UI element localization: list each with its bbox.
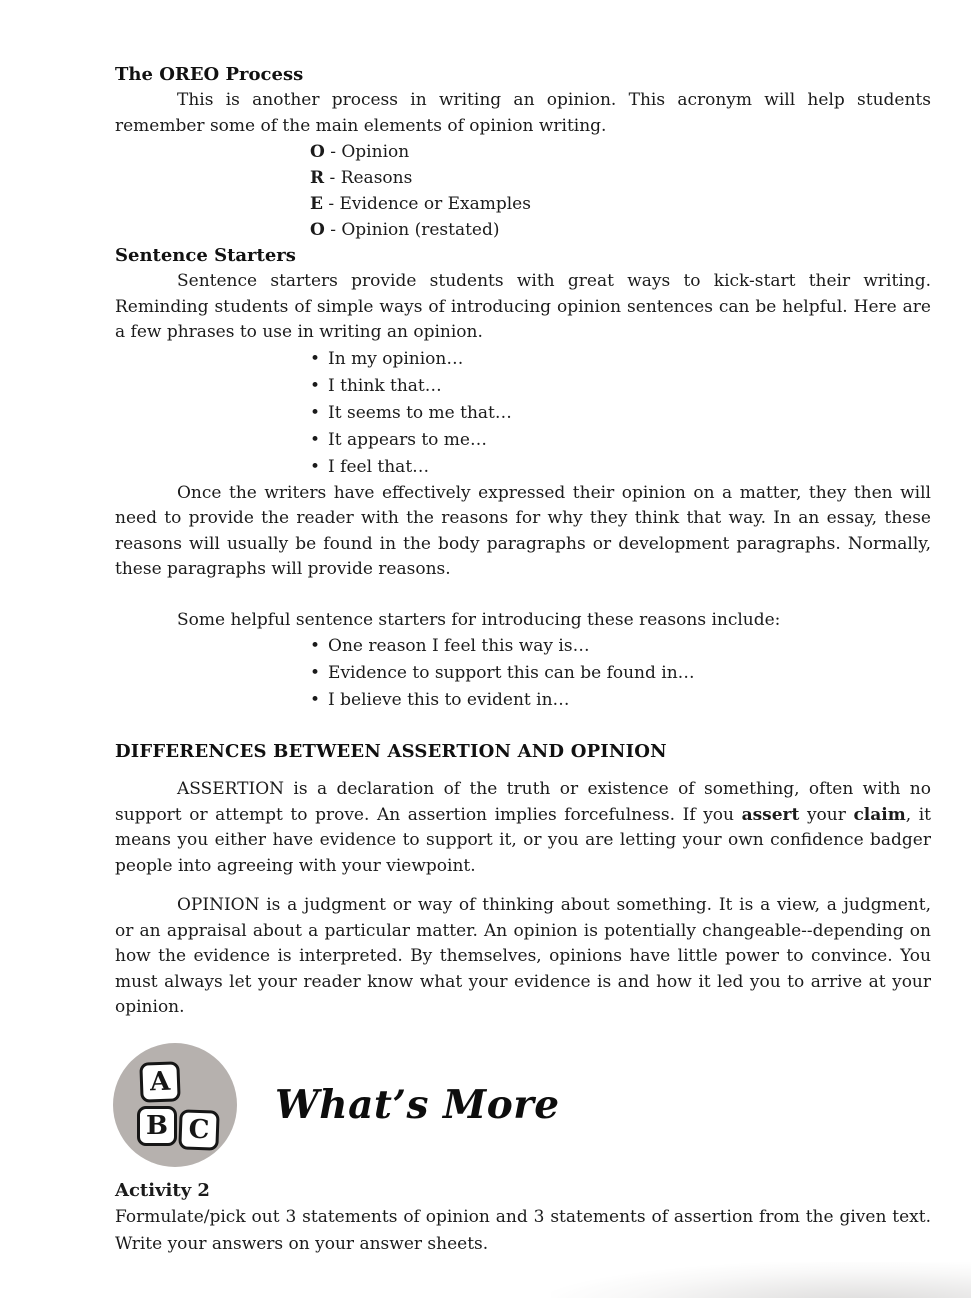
sentence-starters-intro: Sentence starters provide students with great ways to kick-start their writing. Reminding students of simple ways of introducing opinion sentences can be helpful. Here are a few phrases to use in writing an opinion. xyxy=(115,271,931,342)
reasons-paragraph: Once the writers have effectively expressed their opinion on a matter, they then will need to provide the reader with the reasons for why they think that way. In an essay, these reasons will usually be found in the body paragraphs or development paragraphs. Normally, these paragraphs will provide reasons. xyxy=(115,482,931,579)
acronym-item-o1 xyxy=(310,139,931,165)
differences-heading: DIFFERENCES BETWEEN ASSERTION AND OPINION xyxy=(115,741,667,762)
acronym-letter: O xyxy=(310,220,325,240)
opinion-phrases-list xyxy=(310,346,931,481)
oreo-acronym-list xyxy=(310,139,931,243)
opinion-paragraph: OPINION is a judgment or way of thinking about something. It is a view, a judgment, or an appraisal about a particular matter. An opinion is potentially changeable--depending on how the evidence is interpreted. By themselves, opinions have little power to convince. You must always let your reader know what your evidence is and how it led you to arrive at your opinion. xyxy=(115,895,931,1017)
spacer xyxy=(115,879,931,893)
whats-more-banner xyxy=(113,1043,931,1167)
abc-block-a: A xyxy=(139,1061,180,1102)
activity-2-instructions: Formulate/pick out 3 statements of opinion and 3 statements of assertion from the given text. Write your answers on your answer sheets. xyxy=(115,1206,931,1254)
acronym-item-e xyxy=(310,191,931,217)
sentence-starters-heading: Sentence Starters xyxy=(115,245,296,266)
activity-2-heading: Activity 2 xyxy=(115,1179,210,1201)
list-item: • I think that… xyxy=(310,373,931,400)
oreo-intro-paragraph: This is another process in writing an opinion. This acronym will help students remember some of the main elements of opinion writing. xyxy=(115,90,931,136)
scan-shadow xyxy=(551,1262,971,1298)
acronym-meaning: - Opinion xyxy=(324,142,410,162)
acronym-letter: R xyxy=(310,168,325,188)
acronym-meaning: - Opinion (restated) xyxy=(324,220,500,240)
oreo-process-heading: The OREO Process xyxy=(115,64,304,85)
list-item: • I feel that… xyxy=(310,454,931,481)
acronym-meaning: - Reasons xyxy=(324,168,413,188)
helpful-starters-intro: Some helpful sentence starters for introducing these reasons include: xyxy=(177,609,781,630)
spacer xyxy=(115,583,931,608)
assertion-bold-assert: assert xyxy=(741,804,800,825)
whats-more-title: What’s More xyxy=(275,1081,560,1128)
assertion-text-part: ASSERTION is a declaration of the truth or existence of something, often with no support or attempt to prove. An assertion implies forcefulness. If you xyxy=(115,779,931,825)
acronym-item-o2 xyxy=(310,217,931,243)
abc-blocks-icon xyxy=(113,1043,237,1167)
list-item: • One reason I feel this way is… xyxy=(310,633,931,660)
acronym-letter: O xyxy=(310,142,325,162)
abc-block-c: C xyxy=(178,1109,219,1150)
list-item: • It seems to me that… xyxy=(310,400,931,427)
list-item: • It appears to me… xyxy=(310,427,931,454)
spacer xyxy=(115,714,931,739)
acronym-item-r xyxy=(310,165,931,191)
acronym-letter: E xyxy=(310,194,323,214)
reason-phrases-list xyxy=(310,633,931,714)
list-item: • I believe this to evident in… xyxy=(310,687,931,714)
page-content xyxy=(115,62,931,1258)
spacer xyxy=(115,765,931,777)
assertion-text-part: , it means you either have evidence to support it, or you are letting your own confidence badger people into agreeing with your viewpoint. xyxy=(115,804,931,876)
list-item: • Evidence to support this can be found in… xyxy=(310,660,931,687)
assertion-bold-claim: claim xyxy=(853,804,906,825)
list-item: • In my opinion… xyxy=(310,346,931,373)
assertion-paragraph xyxy=(115,777,931,879)
acronym-meaning: - Evidence or Examples xyxy=(322,194,531,214)
abc-block-b: B xyxy=(137,1106,177,1146)
assertion-text-part: your xyxy=(799,804,854,825)
